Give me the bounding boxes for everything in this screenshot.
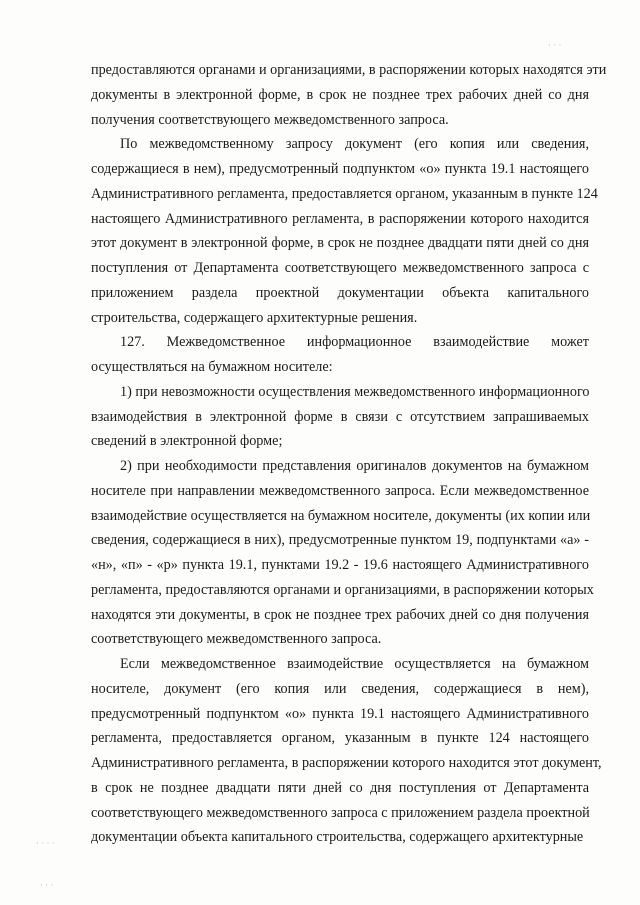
paragraph: [91, 58, 607, 132]
text-line: взаимодействие осуществляется на бумажном носителе, документы (их копии или: [91, 507, 591, 524]
text-line: «н», «п» - «р» пункта 19.1, пунктами 19.2 - 19.6 настоящего Административного: [91, 557, 589, 573]
text-line: Административного регламента, в распоряжении которого находится этот документ,: [91, 755, 602, 771]
text-line: 1) при невозможности осуществления межведомственного информационного: [120, 383, 590, 400]
text-line: соответствующего межведомственного запроса с приложением раздела проектной: [91, 804, 590, 821]
text-line: этот документ в электронной форме, в срок не позднее двадцати пяти дней со дня: [91, 235, 589, 252]
text-line: в срок не позднее двадцати пяти дней со дня поступления от Департамента: [91, 779, 589, 796]
text-line: Если межведомственное взаимодействие осуществляется на бумажном: [120, 656, 589, 672]
text-line: строительства, содержащего архитектурные решения.: [91, 309, 418, 326]
text-line: документации объекта капитального строительства, содержащего архитектурные: [91, 829, 584, 846]
scan-noise: · · ·: [40, 880, 54, 890]
scan-noise: · · ·: [548, 40, 562, 50]
text-line: 127. Межведомственное информационное взаимодействие может: [120, 334, 589, 351]
text-line: осуществляться на бумажном носителе:: [91, 359, 333, 375]
text-line: носителе, документ (его копия или сведения, содержащиеся в нем),: [91, 680, 589, 697]
document-body: [91, 58, 607, 850]
text-line: находятся эти документы, в срок не позднее трех рабочих дней со дня получения: [91, 606, 589, 623]
text-line: сведений в электронной форме;: [91, 433, 283, 450]
text-line: настоящего Административного регламента, в распоряжении которого находится: [91, 210, 589, 227]
paragraph: [91, 380, 589, 454]
text-line: соответствующего межведомственного запроса.: [91, 631, 382, 648]
text-line: предусмотренный подпунктом «о» пункта 19.1 настоящего Административного: [91, 705, 589, 722]
text-line: По межведомственному запросу документ (его копия или сведения,: [120, 136, 589, 153]
paragraph: [91, 454, 594, 652]
text-line: взаимодействия в электронной форме в связи с отсутствием запрашиваемых: [91, 408, 589, 425]
text-line: поступления от Департамента соответствующего межведомственного запроса с: [91, 260, 589, 276]
text-line: получения соответствующего межведомственного запроса.: [91, 111, 449, 128]
text-line: содержащиеся в нем), предусмотренный подпунктом «о» пункта 19.1 настоящего: [91, 161, 589, 177]
paragraph: [91, 330, 589, 380]
text-line: Административного регламента, предоставляется органом, указанным в пункте 124: [91, 185, 598, 202]
text-line: документы в электронной форме, в срок не позднее трех рабочих дней со дня: [91, 86, 589, 103]
text-line: носителе при направлении межведомственного запроса. Если межведомственное: [91, 482, 589, 499]
text-line: приложением раздела проектной документации объекта капитального: [91, 284, 589, 301]
paragraph: [91, 132, 598, 330]
text-line: сведения, содержащиеся в них), предусмотренные пунктом 19, подпунктами «а» -: [91, 532, 589, 549]
text-line: предоставляются органами и организациями, в распоряжении которых находятся эти: [91, 62, 607, 78]
text-line: регламента, предоставляются органами и организациями, в распоряжении которых: [91, 581, 594, 598]
paragraph: [91, 652, 602, 850]
text-line: регламента, предоставляется органом, указанным в пункте 124 настоящего: [91, 730, 589, 747]
scan-noise: · · · ·: [36, 838, 55, 848]
text-line: 2) при необходимости представления оригиналов документов на бумажном: [120, 458, 589, 474]
